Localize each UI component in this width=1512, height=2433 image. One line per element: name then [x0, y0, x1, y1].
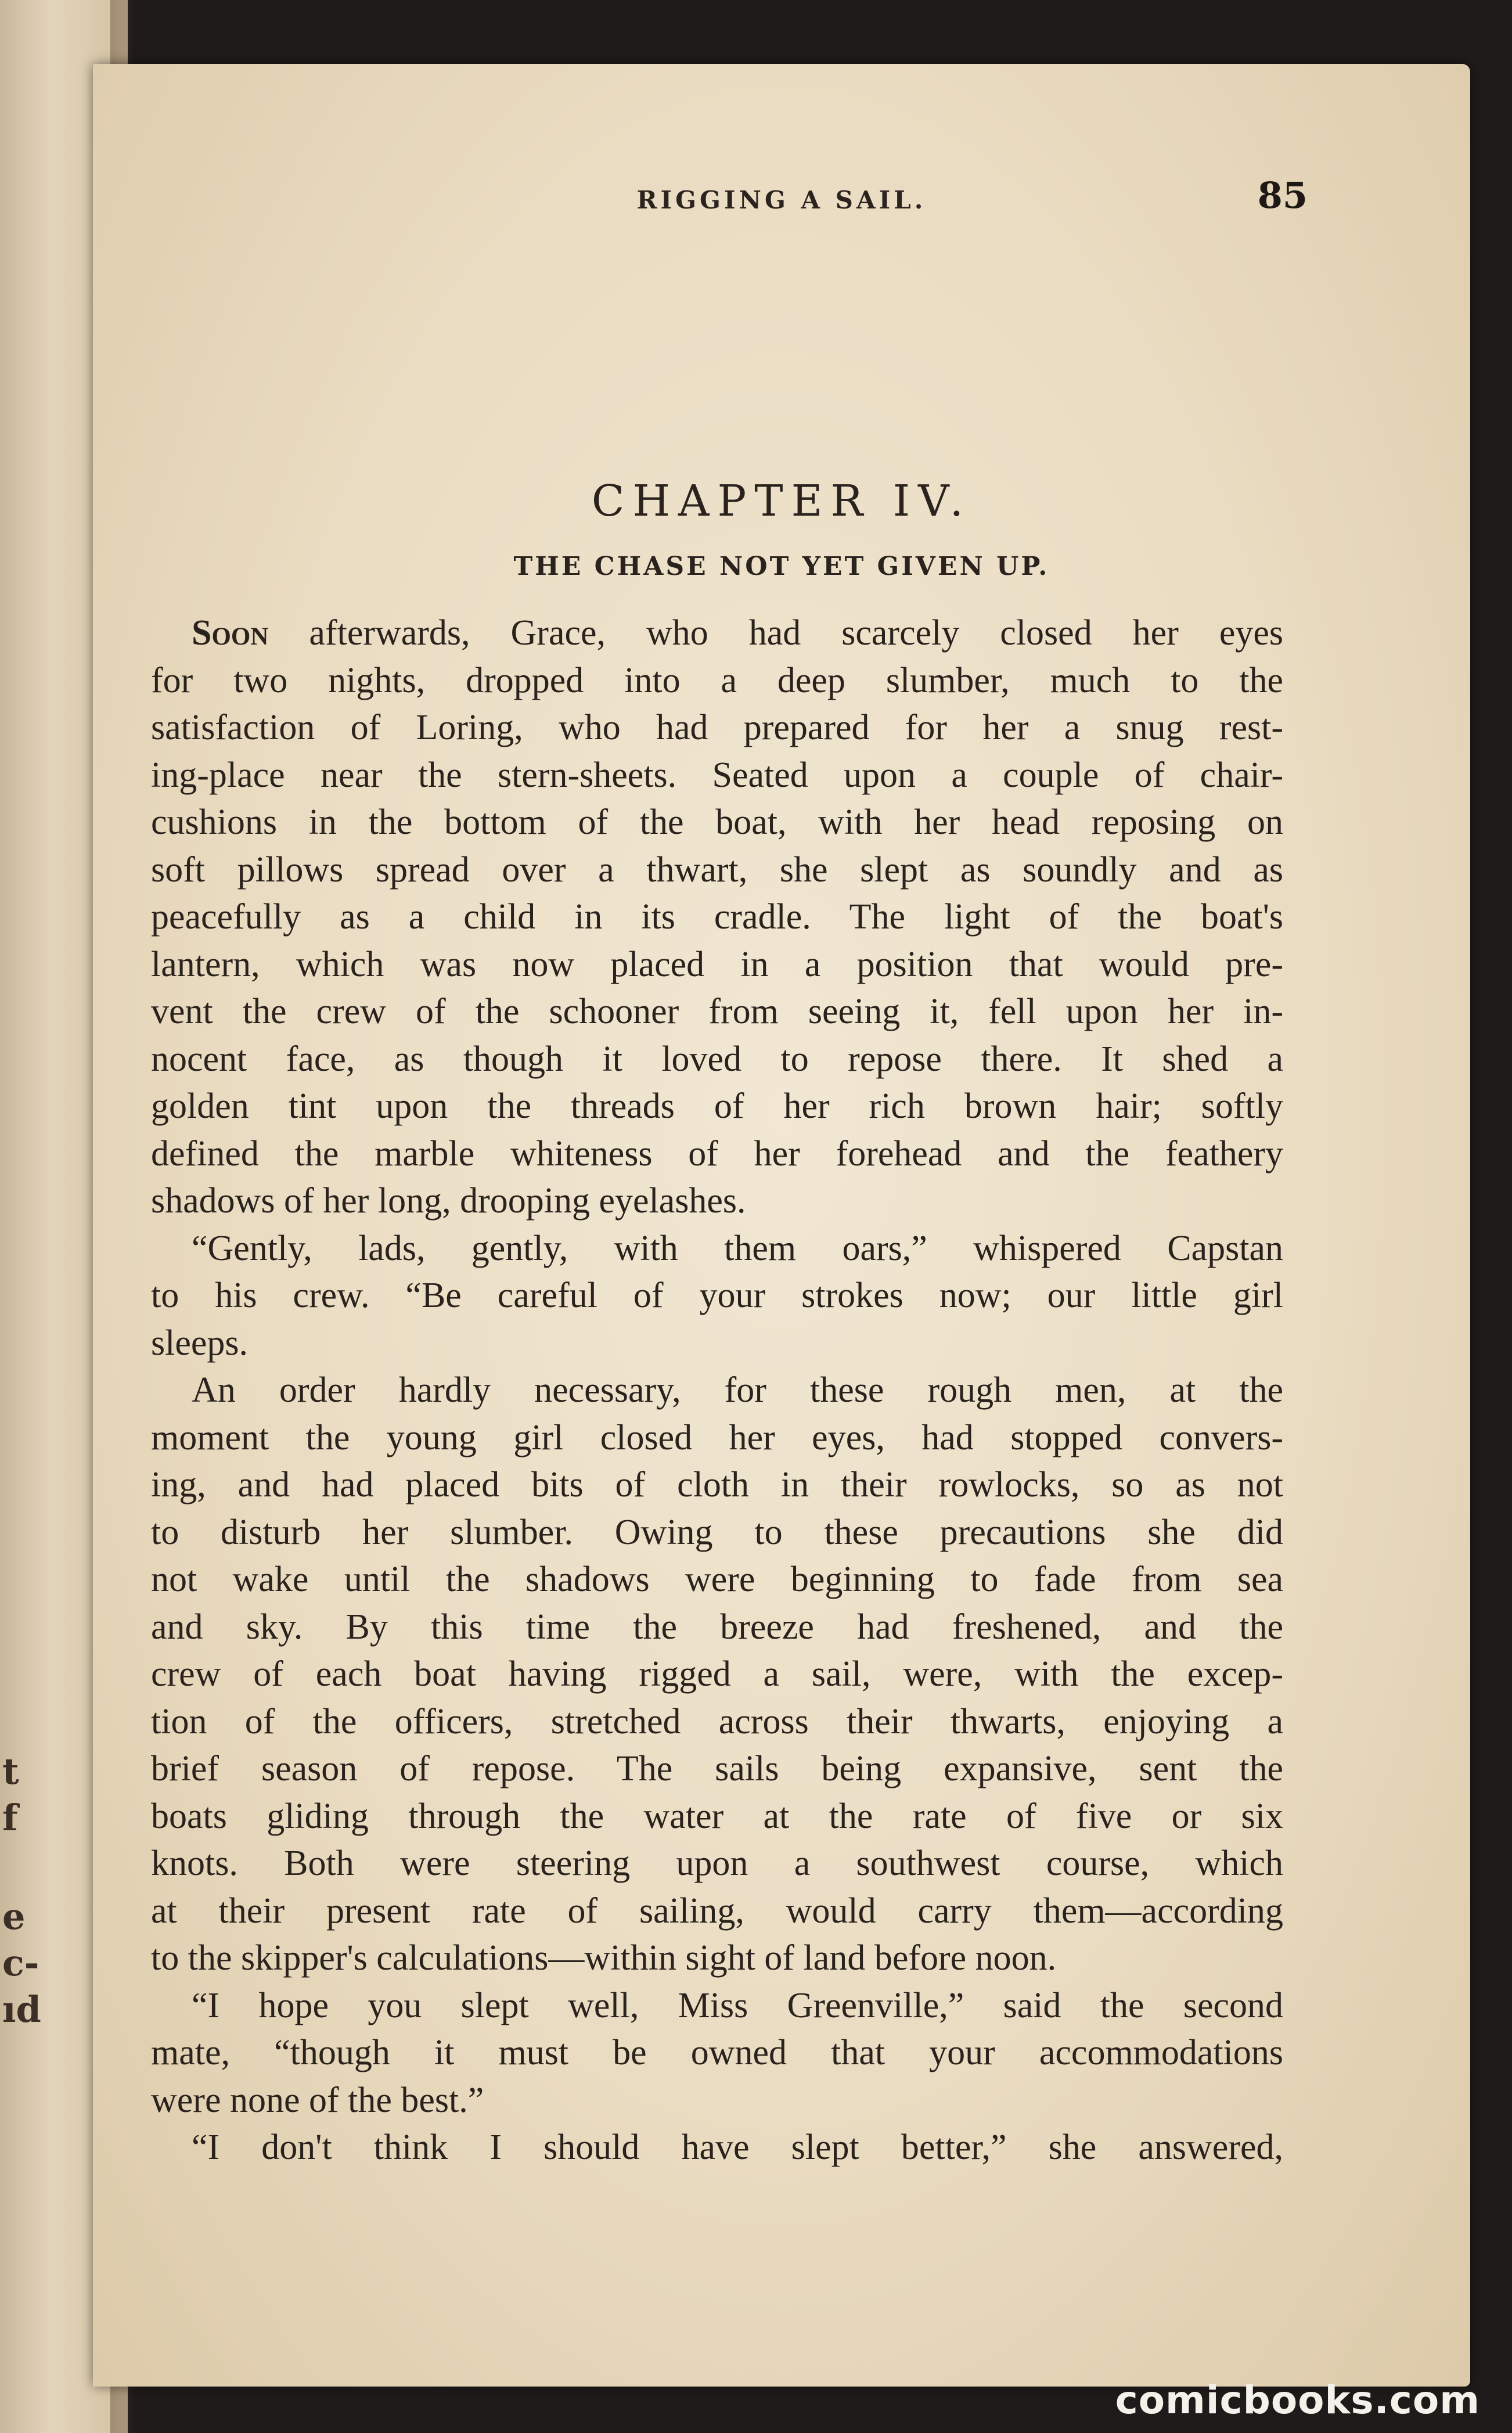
- text-line: at their present rate of sailing, would carry them—according: [151, 1891, 1283, 1931]
- text-line: knots. Both were steering upon a southwest course, which: [151, 1844, 1283, 1883]
- text-line: to his crew. “Be careful of your strokes now; our little girl: [151, 1276, 1283, 1315]
- text-line: soft pillows spread over a thwart, she slept as soundly and as: [151, 850, 1283, 890]
- text-line: peacefully as a child in its cradle. The light of the boat's: [151, 897, 1283, 937]
- text-line: and sky. By this time the breeze had freshened, and the: [151, 1607, 1283, 1647]
- text-line: boats gliding through the water at the rate of five or six: [151, 1796, 1283, 1836]
- running-head: RIGGING A SAIL.: [636, 186, 927, 214]
- chapter-title: CHAPTER IV.: [591, 476, 972, 526]
- drop-word: Soon: [192, 613, 309, 653]
- left-page-fragment: f: [2, 1797, 18, 1839]
- text-line: moment the young girl closed her eyes, had stopped convers-: [151, 1417, 1283, 1457]
- text-line: “Gently, lads, gently, with them oars,” whispered Capstan: [192, 1228, 1283, 1268]
- text-line: shadows of her long, drooping eyelashes.: [151, 1181, 746, 1221]
- text-line: nocent face, as though it loved to repose there. It shed a: [151, 1039, 1283, 1079]
- text-line: crew of each boat having rigged a sail, were, with the excep-: [151, 1654, 1283, 1694]
- page-number: 85: [1257, 174, 1308, 217]
- watermark: comicbooks.com: [1115, 2378, 1480, 2423]
- text-line: “I don't think I should have slept better,” she answered,: [192, 2128, 1283, 2167]
- text-line: cushions in the bottom of the boat, with her head reposing on: [151, 802, 1283, 842]
- text-line: sleeps.: [151, 1323, 249, 1363]
- text-line: tion of the officers, stretched across their thwarts, enjoying a: [151, 1701, 1283, 1741]
- text-line: not wake until the shadows were beginning to fade from sea: [151, 1560, 1283, 1599]
- book-page: [93, 64, 1470, 2387]
- text-line: ing-place near the stern-sheets. Seated upon a couple of chair-: [151, 755, 1283, 795]
- left-page-fragment: c-: [2, 1942, 39, 1984]
- text-line: to the skipper's calculations—within sight of land before noon.: [151, 1938, 1057, 1978]
- left-page-fragment: e: [2, 1895, 26, 1938]
- text-line: defined the marble whiteness of her forehead and the feathery: [151, 1133, 1283, 1174]
- text-line: [151, 610, 1283, 657]
- text-line: lantern, which was now placed in a position that would pre-: [151, 944, 1283, 984]
- chapter-subtitle: THE CHASE NOT YET GIVEN UP.: [513, 552, 1050, 581]
- text-line: golden tint upon the threads of her rich brown hair; softly: [151, 1086, 1283, 1126]
- text-line: brief season of repose. The sails being expansive, sent the: [151, 1749, 1283, 1788]
- chapter-body: [151, 610, 1283, 2172]
- text-line: ing, and had placed bits of cloth in their rowlocks, so as not: [151, 1465, 1283, 1505]
- text-line: to disturb her slumber. Owing to these precautions she did: [151, 1512, 1283, 1552]
- text-line: satisfaction of Loring, who had prepared for her a snug rest-: [151, 708, 1283, 747]
- text-line: An order hardly necessary, for these rough men, at the: [192, 1370, 1283, 1410]
- text-line: vent the crew of the schooner from seeing it, fell upon her in-: [151, 992, 1283, 1031]
- text-line: for two nights, dropped into a deep slumber, much to the: [151, 660, 1283, 700]
- text-line: “I hope you slept well, Miss Greenville,” said the second: [192, 1985, 1283, 2025]
- text-line: mate, “though it must be owned that your accommodations: [151, 2033, 1283, 2072]
- left-page-fragment: ıd: [2, 1988, 41, 2031]
- text-line: were none of the best.”: [151, 2080, 484, 2120]
- line-text: afterwards, Grace, who had scarcely closed her eyes: [309, 613, 1283, 653]
- left-page-fragment: t: [2, 1750, 19, 1793]
